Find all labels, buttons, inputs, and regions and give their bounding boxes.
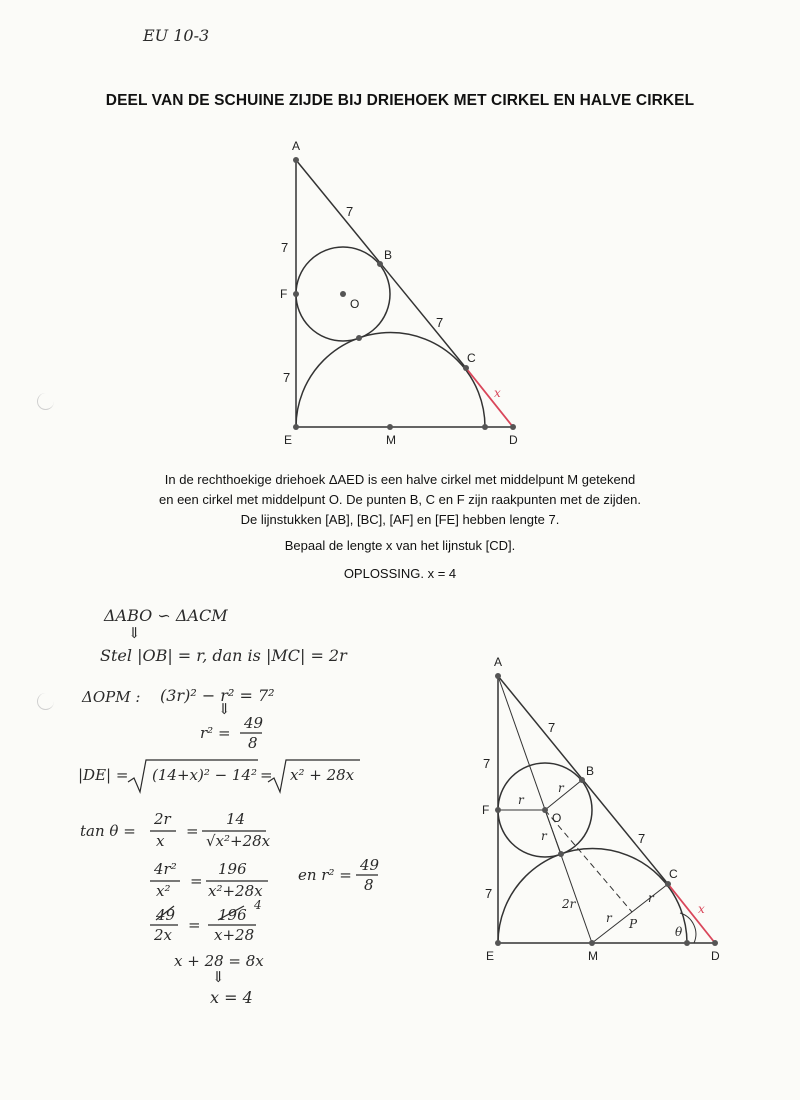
hw-equals: = (186, 822, 199, 840)
hw-radicand-2: x² + 28x (290, 766, 355, 784)
hw-assumption: Stel |OB| = r, dan is |MC| = 2r (100, 646, 347, 665)
hw-tan-theta: tan θ = (80, 822, 136, 840)
label-C: C (467, 351, 476, 365)
hw-fraction-den: x+28 (214, 926, 255, 944)
description-line: In de rechthoekige driehoek ΔAED is een halve cirkel met middelpunt M getekend (164, 472, 636, 487)
label-radius-PC: r (648, 891, 654, 905)
hw-arrow: ⇓ (128, 624, 141, 642)
label-A: A (494, 655, 503, 669)
hw-fraction-den: 2x (154, 926, 173, 944)
length-AB: 7 (548, 720, 556, 735)
tangent-point-circles (558, 851, 564, 857)
label-O: O (552, 811, 562, 825)
label-radius-OB: r (558, 781, 564, 795)
description-line: De lijnstukken [AB], [BC], [AF] en [FE] hebben lengte 7. (240, 512, 560, 527)
description-line: en een cirkel met middelpunt O. De punten B, C en F zijn raakpunten met de zijden. (159, 492, 641, 507)
label-D: D (711, 949, 720, 963)
point-C (665, 881, 671, 887)
label-radius-O-tangent: r (541, 829, 547, 843)
label-C: C (669, 867, 678, 881)
hw-fraction-num: 196 (218, 906, 247, 924)
point-O (542, 807, 548, 813)
hw-fraction-num: 49 (156, 906, 176, 924)
label-radius-OF: r (518, 793, 524, 807)
hw-equals: = (260, 766, 273, 784)
label-P: P (629, 917, 638, 931)
label-B: B (384, 248, 393, 262)
label-F: F (482, 803, 490, 817)
label-O: O (350, 297, 360, 311)
angle-theta-arc (680, 913, 696, 943)
hw-arrow: ⇓ (212, 968, 225, 986)
hw-pythagoras: (3r)² − r² = 7² (160, 686, 275, 705)
hw-r-squared: r² = (200, 724, 231, 742)
label-x: x (698, 902, 705, 916)
hw-fraction-den: √x²+28x (206, 832, 271, 850)
length-FE: 7 (283, 370, 291, 385)
length-BC: 7 (638, 831, 646, 846)
point-A (495, 673, 501, 679)
label-D: D (509, 433, 518, 447)
semicircle-M (498, 849, 687, 944)
label-M: M (588, 949, 598, 963)
hw-arrow: ⇓ (218, 700, 231, 718)
hw-result: x = 4 (210, 988, 253, 1007)
hw-fraction-num: 2r (154, 810, 171, 828)
length-AB: 7 (346, 204, 354, 219)
solution-text: OPLOSSING. x = 4 (343, 566, 457, 581)
hw-similar-triangles: ΔABO ∽ ΔACM (104, 606, 228, 625)
hw-equals: = (190, 872, 203, 890)
point-M (589, 940, 595, 946)
label-E: E (284, 433, 293, 447)
dashed-OP (545, 810, 632, 912)
hw-fraction-num: 196 (218, 860, 247, 878)
hw-equation: x + 28 = 8x (174, 952, 264, 970)
header-note: EU 10-3 (143, 26, 210, 45)
label-B: B (586, 764, 595, 778)
length-FE: 7 (485, 886, 493, 901)
point-E (495, 940, 501, 946)
hw-superscript: 4 (254, 898, 262, 912)
hw-fraction-num: 49 (244, 714, 264, 732)
label-theta: θ (675, 925, 683, 939)
hw-fraction-den: 8 (248, 734, 258, 752)
semicircle-end (684, 940, 690, 946)
hw-triangle-OPM: ΔOPM : (82, 688, 141, 706)
page-title: DEEL VAN DE SCHUINE ZIJDE BIJ DRIEHOEK MET CIRKEL EN HALVE CIRKEL (105, 92, 695, 109)
label-x: x (494, 386, 501, 400)
hw-fraction-num: 49 (360, 856, 380, 874)
label-A: A (292, 139, 301, 153)
point-B (579, 777, 585, 783)
length-AF: 7 (483, 756, 491, 771)
length-AF: 7 (281, 240, 289, 255)
point-F (495, 807, 501, 813)
label-F: F (280, 287, 288, 301)
hw-fraction-den: x (156, 832, 165, 850)
hw-aside: en r² = (298, 866, 352, 884)
hw-DE-length: |DE| = (78, 766, 129, 784)
hw-fraction-num: 4r² (154, 860, 177, 878)
label-E: E (486, 949, 495, 963)
label-radius-MP: r (606, 911, 612, 925)
hw-equals: = (188, 916, 201, 934)
task-text: Bepaal de lengte x van het lijnstuk [CD]. (284, 538, 516, 553)
label-OM-length: 2r (562, 897, 576, 911)
hw-fraction-den: 8 (364, 876, 374, 894)
radius-MC (592, 884, 668, 943)
length-BC: 7 (436, 315, 444, 330)
hw-radicand-1: (14+x)² − 14² (152, 766, 258, 784)
hw-fraction-num: 14 (226, 810, 246, 828)
hw-fraction-den: x² (156, 882, 171, 900)
label-M: M (386, 433, 396, 447)
hw-fraction-den: x²+28x (208, 882, 263, 900)
point-D (712, 940, 718, 946)
